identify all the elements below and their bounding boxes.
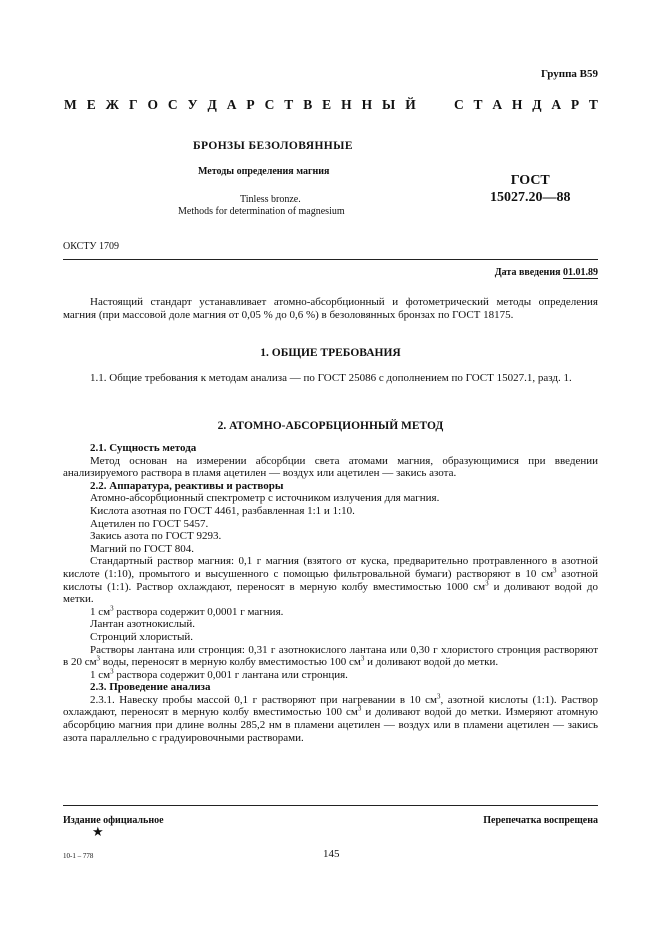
banner-letter: Ж <box>105 97 119 112</box>
banner-letter: Т <box>588 97 598 112</box>
section2-body <box>63 442 598 744</box>
reagent-item: Кислота азотная по ГОСТ 4461, разбавленная 1:1 и 1:10. <box>90 504 355 517</box>
banner-left <box>64 97 416 113</box>
reagent-strontium: Стронций хлористый. <box>90 630 194 643</box>
banner-letter: Н <box>511 97 523 112</box>
group-label: Группа В59 <box>540 68 598 80</box>
banner-letter: Н <box>341 97 352 112</box>
date-value: 01.01.89 <box>563 267 598 278</box>
divider <box>63 259 598 260</box>
page-number: 145 <box>323 848 340 860</box>
official-edition-label: Издание официальное <box>63 815 164 826</box>
banner-letter: Д <box>207 97 217 112</box>
star-icon: ★ <box>92 824 104 839</box>
banner-letter: А <box>551 97 562 112</box>
reagent-item: Ацетилен по ГОСТ 5457. <box>90 517 209 530</box>
banner-letter: О <box>147 97 158 112</box>
gost-code: 15027.20—88 <box>490 190 571 205</box>
print-code: 10-1 – 778 <box>63 852 94 860</box>
banner-letter: А <box>492 97 503 112</box>
banner-letter: Е <box>86 97 96 112</box>
standard-banner <box>64 97 598 113</box>
la-sr-solution: Растворы лантана или стронция: 0,31 г азотнокислого лантана или 0,30 г хлористого стронция растворяют в 20 $см^3$ воды, переносят в мерную колбу вместимостью 100 $см^3$ и доливают водой до метки. <box>63 643 598 669</box>
section2-heading: 2. АТОМНО-АБСОРБЦИОННЫЙ МЕТОД <box>217 420 444 432</box>
banner-letter: Й <box>405 97 416 112</box>
banner-letter: С <box>454 97 464 112</box>
english-title-line2: Methods for determination of magnesium <box>178 206 345 217</box>
banner-letter: В <box>303 97 313 112</box>
banner-letter: Ы <box>382 97 396 112</box>
oksty-code: ОКСТУ 1709 <box>63 241 120 252</box>
reprint-prohibited-label: Перепечатка воспрещена <box>483 815 598 826</box>
standard-solution: Стандартный раствор магния: 0,1 г магния (взятого от куска, предварительно протравленного в азотной кислоте (1:10), промытого и высушенного с помощью фильтровальной бумаги) растворяют в 10 $см^3$ азотной кислоты (1:1). Раствор охлаждают, переносят в мерную колбу вместимостью 1000 $см^3$ и доливают водой до метки. <box>63 555 598 606</box>
section1-heading: 1. ОБЩИЕ ТРЕБОВАНИЯ <box>260 347 401 359</box>
document-subtitle: Методы определения магния <box>198 166 330 177</box>
standard-concentration: 1 $см^3$ раствора содержит 0,0001 г магния. <box>90 604 284 618</box>
banner-letter: Р <box>570 97 580 112</box>
reagent-item: Атомно-абсорбционный спектрометр с источником излучения для магния. <box>90 492 440 505</box>
banner-letter: У <box>187 97 198 112</box>
banner-letter: Т <box>473 97 483 112</box>
la-sr-concentration: 1 $см^3$ раствора содержит 0,001 г лантана или стронция. <box>90 667 348 681</box>
banner-letter: Д <box>532 97 542 112</box>
banner-letter: С <box>264 97 275 112</box>
banner-letter: Н <box>361 97 373 112</box>
banner-letter: М <box>64 97 77 112</box>
banner-right <box>454 97 598 113</box>
section1-text: 1.1. Общие требования к методам анализа — по ГОСТ 25086 с дополнением по ГОСТ 15027.1, разд. 1. <box>90 372 572 384</box>
intro-paragraph: Настоящий стандарт устанавливает атомно-абсорбционный и фотометрический методы определения магния (при массовой доле магния от 0,05 % до 0,6 %) в безоловянных бронзах по ГОСТ 18175. <box>63 296 598 321</box>
gost-label: ГОСТ <box>510 173 550 188</box>
procedure-2-3-1: 2.3.1. Навеску пробы массой 0,1 г растворяют при нагревании в 10 $см^3$, азотной кислоты (1:1). Раствор охлаждают, переносят в мерную колбу вместимостью 100 $см^3$ и доливают водой до метки. Измеряют атомную абсорбцию магния при длине волны 285,2 нм в пламени ацетилен — воздух или в пламени ацетилен — закись азота параллельно с градуировочными растворами. <box>63 692 598 744</box>
date-label: Дата введения <box>494 267 563 278</box>
footer-divider <box>63 805 598 806</box>
reagent-lanthanum: Лантан азотнокислый. <box>90 618 196 631</box>
document-title: БРОНЗЫ БЕЗОЛОВЯННЫЕ <box>193 140 353 152</box>
subsection-2-1-title: 2.1. Сущность метода <box>90 442 197 454</box>
reagent-item: Магний по ГОСТ 804. <box>90 542 194 555</box>
effective-date <box>495 267 598 278</box>
subsection-2-1-text: Метод основан на измерении абсорбции света атомами магния, образующимися при введении анализируемого раствора в пламя ацетилен — воздух или ацетилен — закись азота. <box>63 454 598 480</box>
english-title-line1: Tinless bronze. <box>240 194 301 205</box>
banner-letter: Т <box>284 97 294 112</box>
banner-letter: Г <box>128 97 138 112</box>
banner-letter: С <box>167 97 178 112</box>
subsection-2-3-title: 2.3. Проведение анализа <box>90 681 211 694</box>
reagent-item: Закись азота по ГОСТ 9293. <box>90 530 222 543</box>
banner-letter: А <box>226 97 237 112</box>
gost-number <box>490 172 571 206</box>
subsection-2-2-title: 2.2. Аппаратура, реактивы и растворы <box>90 479 284 492</box>
banner-letter: Р <box>246 97 255 112</box>
banner-letter: Е <box>322 97 332 112</box>
